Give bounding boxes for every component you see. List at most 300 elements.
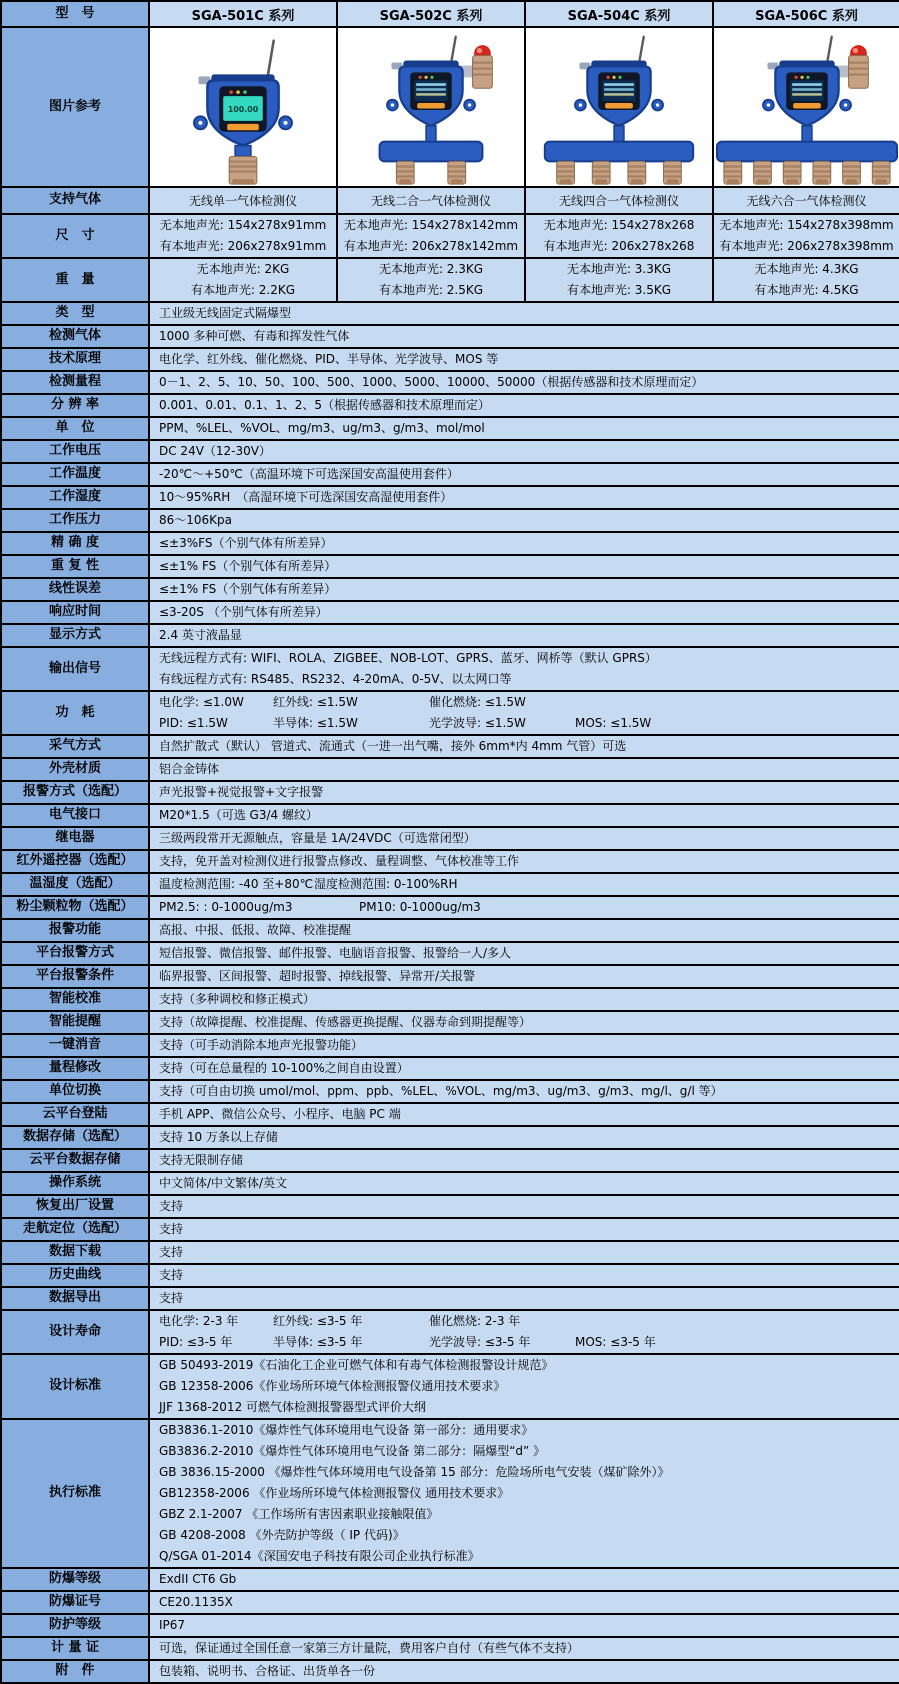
image-row <box>1 27 899 187</box>
spec-value-line: 声光报警+视觉报警+文字报警 <box>159 785 324 799</box>
spec-value-line: 支持（可自由切换 umol/mol、ppm、ppb、%LEL、%VOL、mg/m3、ug/m3、g/m3、mg/l、g/l 等） <box>159 1084 723 1098</box>
sensor-cylinder <box>592 161 610 184</box>
sensor-cylinder <box>754 161 772 184</box>
spec-value-segment: 红外线: ≤1.5W <box>273 695 358 709</box>
spec-label: 计 量 证 <box>1 1637 149 1660</box>
manifold-bar <box>717 142 897 162</box>
spec-label: 执行标准 <box>1 1419 149 1568</box>
spec-row-23 <box>1 873 899 896</box>
status-leds <box>419 76 434 79</box>
detector-illustration-sga-504c <box>526 28 712 186</box>
spec-row-19 <box>1 781 899 804</box>
spec-row-41 <box>1 1287 899 1310</box>
spec-value-segment: MOS: ≤3-5 年 <box>575 1335 656 1349</box>
spec-value <box>149 965 899 988</box>
spec-label: 报警功能 <box>1 919 149 942</box>
spec-label: 电气接口 <box>1 804 149 827</box>
spec-row-6 <box>1 440 899 463</box>
spec-value <box>149 348 899 371</box>
spec-value-segment: 半导体: ≤1.5W <box>273 716 358 730</box>
sensor-cylinder <box>724 161 742 184</box>
spec-value <box>149 919 899 942</box>
model-header-3: SGA-504C 系列 <box>525 1 713 27</box>
spec-value-line: Q/SGA 01-2014《深国安电子科技有限公司企业执行标准》 <box>159 1549 480 1563</box>
spec-value <box>149 463 899 486</box>
spec-label: 继电器 <box>1 827 149 850</box>
spec-value-line: -20℃～+50℃（高温环境下可选深国安高温使用套件） <box>159 467 459 481</box>
image-row-label: 图片参考 <box>1 27 149 187</box>
spec-value <box>149 1195 899 1218</box>
spec-value-line: 短信报警、微信报警、邮件报警、电脑语音报警、报警给一人/多人 <box>159 946 512 960</box>
supported-gas-row <box>1 187 899 214</box>
spec-value-line: 手机 APP、微信公众号、小程序、电脑 PC 端 <box>159 1107 401 1121</box>
product-image-sga-501c <box>149 27 337 187</box>
dimensions-row-label: 尺 寸 <box>1 214 149 258</box>
spec-row-46 <box>1 1591 899 1614</box>
spec-value <box>149 440 899 463</box>
spec-label: 线性误差 <box>1 578 149 601</box>
spec-value-line: DC 24V（12-30V） <box>159 444 271 458</box>
spec-label: 恢复出厂设置 <box>1 1195 149 1218</box>
spec-value <box>149 1080 899 1103</box>
spec-label: 报警方式（选配） <box>1 781 149 804</box>
spec-value-line: ≤±1% FS（个别气体有所差异） <box>159 559 337 573</box>
spec-value-line: 1000 多种可燃、有毒和挥发性气体 <box>159 329 350 343</box>
spec-value-line: 有本地声光: 2.2KG <box>190 283 296 297</box>
spec-value-line: 支持（故障提醒、校准提醒、传感器更换提醒、仪器寿命到期提醒等） <box>159 1015 532 1029</box>
weight-row-label: 重 量 <box>1 258 149 302</box>
spec-value-line: 有线远程方式有: RS485、RS232、4-20mA、0-5V、以太网口等 <box>159 672 512 686</box>
spec-label: 温湿度（选配） <box>1 873 149 896</box>
spec-label: 精 确 度 <box>1 532 149 555</box>
spec-value <box>149 1057 899 1080</box>
spec-value-line: 无本地声光: 2.3KG <box>378 262 484 276</box>
spec-label: 响应时间 <box>1 601 149 624</box>
spec-row-29 <box>1 1011 899 1034</box>
spec-value-line: 无本地声光: 2KG <box>196 262 290 276</box>
spec-row-10 <box>1 532 899 555</box>
spec-value-line: 有本地声光: 4.5KG <box>754 283 859 297</box>
spec-row-45 <box>1 1568 899 1591</box>
spec-value-line: 三级两段常开无源触点，容量是 1A/24VDC（可选常闭型） <box>159 831 476 845</box>
svg-text:100.00: 100.00 <box>227 104 259 114</box>
spec-value <box>149 804 899 827</box>
gas-row-label: 支持气体 <box>1 187 149 214</box>
spec-row-16 <box>1 691 899 735</box>
spec-value <box>149 1126 899 1149</box>
spec-value-line: 支持 <box>159 1268 184 1282</box>
spec-value-segment: MOS: ≤1.5W <box>575 716 652 730</box>
spec-value <box>149 509 899 532</box>
spec-row-4 <box>1 394 899 417</box>
spec-value-segment: 光学波导: ≤1.5W <box>429 716 526 730</box>
spec-value-line: GB 3836.15-2000 《爆炸性气体环境用电气设备第 15 部分：危险场所电气安装（煤矿除外）》 <box>159 1465 670 1479</box>
spec-value <box>149 1149 899 1172</box>
spec-value-line: 工业级无线固定式隔爆型 <box>159 306 292 320</box>
spec-value <box>149 1419 899 1568</box>
spec-value <box>149 896 899 919</box>
spec-value-line: 无线远程方式有: WIFI、ROLA、ZIGBEE、NOB-LOT、GPRS、蓝牙、网桥等（默认 GPRS） <box>159 651 657 665</box>
header-row <box>1 1 899 27</box>
spec-row-14 <box>1 624 899 647</box>
spec-label: 检测量程 <box>1 371 149 394</box>
spec-row-22 <box>1 850 899 873</box>
weight-row <box>1 258 899 302</box>
sensor-cylinder <box>813 161 831 184</box>
spec-value <box>149 417 899 440</box>
spec-label: 采气方式 <box>1 735 149 758</box>
spec-value-line: 有本地声光: 206x278x398mm <box>719 239 894 253</box>
spec-value-line: GB12358-2006 《作业场所环境气体检测报警仪 通用技术要求》 <box>159 1486 510 1500</box>
spec-value-line: ExdII CT6 Gb <box>159 1572 237 1586</box>
spec-label: 量程修改 <box>1 1057 149 1080</box>
spec-value <box>149 1568 899 1591</box>
spec-row-47 <box>1 1614 899 1637</box>
spec-value <box>149 1310 899 1354</box>
spec-label: 设计寿命 <box>1 1310 149 1354</box>
spec-row-15 <box>1 647 899 691</box>
spec-value-segment: 催化燃烧: ≤1.5W <box>429 695 526 709</box>
spec-label: 技术原理 <box>1 348 149 371</box>
gas-type-value: 无线六合一气体检测仪 <box>713 187 899 214</box>
spec-label: 分 辨 率 <box>1 394 149 417</box>
spec-row-0 <box>1 302 899 325</box>
spec-value <box>149 758 899 781</box>
spec-label: 输出信号 <box>1 647 149 691</box>
spec-value-line <box>150 1311 899 1332</box>
model-row-label: 型 号 <box>1 1 149 27</box>
spec-value-line: 高报、中报、低报、故障、校准提醒 <box>159 923 352 937</box>
spec-value <box>149 1614 899 1637</box>
sensor-cylinder <box>628 161 646 184</box>
spec-value-line: 铝合金铸体 <box>159 762 220 776</box>
spec-value-line: 无本地声光: 3.3KG <box>566 262 672 276</box>
spec-label: 防护等级 <box>1 1614 149 1637</box>
spec-label: 附 件 <box>1 1660 149 1683</box>
manifold-bar <box>545 142 693 162</box>
spec-value-line: 无本地声光: 154x278x398mm <box>719 218 894 232</box>
spec-value <box>149 781 899 804</box>
spec-value-line: 支持 <box>159 1222 184 1236</box>
spec-value-line: CE20.1135X <box>159 1595 233 1609</box>
gas-type-value: 无线四合一气体检测仪 <box>525 187 713 214</box>
spec-value <box>149 1034 899 1057</box>
sensor-cylinder <box>229 156 257 184</box>
spec-value-segment: 电化学: ≤1.0W <box>159 695 244 709</box>
spec-value <box>149 827 899 850</box>
spec-value-line: IP67 <box>159 1618 186 1632</box>
spec-row-7 <box>1 463 899 486</box>
spec-value <box>149 1637 899 1660</box>
detector-illustration-sga-501c <box>150 28 336 186</box>
spec-label: 一键消音 <box>1 1034 149 1057</box>
spec-value-line: 中文简体/中文繁体/英文 <box>159 1176 288 1190</box>
spec-label: 工作压力 <box>1 509 149 532</box>
spec-value-line: 有本地声光: 206x278x91mm <box>159 239 327 253</box>
spec-label: 平台报警方式 <box>1 942 149 965</box>
spec-value-line: 有本地声光: 206x278x268 <box>543 239 695 253</box>
model-header-1: SGA-501C 系列 <box>149 1 337 27</box>
spec-row-18 <box>1 758 899 781</box>
spec-value-segment: 催化燃烧: 2-3 年 <box>429 1314 521 1328</box>
status-leds <box>607 76 622 79</box>
spec-value-line: 电化学、红外线、催化燃烧、PID、半导体、光学波导、MOS 等 <box>159 352 499 366</box>
spec-value-line: M20*1.5（可选 G3/4 螺纹） <box>159 808 318 822</box>
weight-row-value <box>713 258 899 302</box>
spec-value-line: 有本地声光: 2.5KG <box>378 283 484 297</box>
spec-row-39 <box>1 1241 899 1264</box>
spec-value-line: 2.4 英寸液晶显 <box>159 628 242 642</box>
spec-value <box>149 942 899 965</box>
spec-row-24 <box>1 896 899 919</box>
spec-value <box>149 988 899 1011</box>
spec-value-line: JJF 1368-2012 可燃气体检测报警器型式评价大纲 <box>159 1400 427 1414</box>
status-leds <box>795 76 810 79</box>
spec-value-line <box>150 1332 899 1353</box>
spec-value <box>149 1103 899 1126</box>
spec-value-line: PPM、%LEL、%VOL、mg/m3、ug/m3、g/m3、mol/mol <box>159 421 485 435</box>
spec-value-line: ≤±3%FS（个别气体有所差异） <box>159 536 333 550</box>
spec-value-line: 无本地声光: 4.3KG <box>754 262 859 276</box>
product-image-sga-502c <box>337 27 525 187</box>
spec-row-30 <box>1 1034 899 1057</box>
spec-value <box>149 578 899 601</box>
spec-row-36 <box>1 1172 899 1195</box>
spec-value-line: 有本地声光: 206x278x142mm <box>343 239 519 253</box>
spec-label: 检测气体 <box>1 325 149 348</box>
spec-label: 工作温度 <box>1 463 149 486</box>
spec-value <box>149 1660 899 1683</box>
product-image-sga-506c <box>713 27 899 187</box>
spec-value-line: 支持，免开盖对检测仪进行报警点修改、量程调整、气体校准等工作 <box>159 854 520 868</box>
spec-value <box>149 873 899 896</box>
spec-row-11 <box>1 555 899 578</box>
spec-label: 云平台数据存储 <box>1 1149 149 1172</box>
spec-row-3 <box>1 371 899 394</box>
spec-value-line: GB3836.2-2010《爆炸性气体环境用电气设备 第二部分：隔爆型“d” 》 <box>159 1444 546 1458</box>
spec-label: 单位切换 <box>1 1080 149 1103</box>
spec-value <box>149 850 899 873</box>
spec-value-line: 支持（可在总量程的 10-100%之间自由设置） <box>159 1061 409 1075</box>
sensor-cylinder <box>664 161 682 184</box>
spec-value-line: 0－1、2、5、10、50、100、500、1000、5000、10000、50000（根据传感器和技术原理而定） <box>159 375 704 389</box>
spec-row-28 <box>1 988 899 1011</box>
product-image-sga-504c <box>525 27 713 187</box>
spec-label: 操作系统 <box>1 1172 149 1195</box>
sensor-cylinder <box>448 161 466 184</box>
spec-label: 红外遥控器（选配） <box>1 850 149 873</box>
spec-label: 智能校准 <box>1 988 149 1011</box>
spec-value <box>149 302 899 325</box>
spec-value-line: 有本地声光: 3.5KG <box>566 283 672 297</box>
spec-label: 重 复 性 <box>1 555 149 578</box>
spec-value <box>149 486 899 509</box>
spec-value <box>149 624 899 647</box>
weight-row-value <box>525 258 713 302</box>
spec-label: 工作电压 <box>1 440 149 463</box>
spec-row-27 <box>1 965 899 988</box>
spec-value <box>149 325 899 348</box>
spec-value <box>149 394 899 417</box>
spec-value <box>149 1354 899 1419</box>
spec-label: 云平台登陆 <box>1 1103 149 1126</box>
spec-value-segment: 光学波导: ≤3-5 年 <box>429 1335 531 1349</box>
spec-label: 防爆证号 <box>1 1591 149 1614</box>
spec-row-40 <box>1 1264 899 1287</box>
spec-value-line: ≤±1% FS（个别气体有所差异） <box>159 582 337 596</box>
spec-row-25 <box>1 919 899 942</box>
spec-label: 功 耗 <box>1 691 149 735</box>
status-leds <box>229 90 246 94</box>
dimensions-row <box>1 214 899 258</box>
spec-value-line: 支持 10 万条以上存储 <box>159 1130 278 1144</box>
spec-label: 显示方式 <box>1 624 149 647</box>
spec-value-line <box>150 692 899 713</box>
spec-value-line: 支持 <box>159 1291 184 1305</box>
spec-value-line: 支持无限制存储 <box>159 1153 244 1167</box>
spec-row-49 <box>1 1660 899 1683</box>
spec-label: 设计标准 <box>1 1354 149 1419</box>
spec-value-line: 10～95%RH （高湿环境下可选深国安高湿使用套件） <box>159 490 453 504</box>
sensor-cylinder <box>783 161 801 184</box>
weight-row-value <box>149 258 337 302</box>
dimensions-row-value <box>713 214 899 258</box>
spec-label: 外壳材质 <box>1 758 149 781</box>
spec-row-8 <box>1 486 899 509</box>
spec-value-line: 无本地声光: 154x278x268 <box>543 218 695 232</box>
spec-value-line: GBZ 2.1-2007 《工作场所有害因素职业接触限值》 <box>159 1507 439 1521</box>
spec-row-34 <box>1 1126 899 1149</box>
spec-value-line: 0.001、0.01、0.1、1、2、5（根据传感器和技术原理而定） <box>159 398 491 412</box>
spec-value <box>149 691 899 735</box>
spec-value-segment: 温度检测范围: -40 至+80℃ <box>159 877 314 891</box>
dimensions-row-value <box>337 214 525 258</box>
spec-row-26 <box>1 942 899 965</box>
spec-value-segment: 湿度检测范围: 0-100%RH <box>314 877 458 891</box>
spec-value-line: 支持（多种调校和修正模式） <box>159 992 316 1006</box>
spec-value-line: 支持 <box>159 1199 184 1213</box>
spec-label: 平台报警条件 <box>1 965 149 988</box>
spec-value <box>149 1218 899 1241</box>
dimensions-row-value <box>149 214 337 258</box>
model-header-2: SGA-502C 系列 <box>337 1 525 27</box>
sensor-cylinder <box>396 161 414 184</box>
spec-row-42 <box>1 1310 899 1354</box>
spec-row-9 <box>1 509 899 532</box>
spec-row-32 <box>1 1080 899 1103</box>
spec-label: 单 位 <box>1 417 149 440</box>
spec-row-48 <box>1 1637 899 1660</box>
spec-row-37 <box>1 1195 899 1218</box>
spec-row-12 <box>1 578 899 601</box>
spec-value-line: 包装箱、说明书、合格证、出货单各一份 <box>159 1664 376 1678</box>
spec-value-line: GB3836.1-2010《爆炸性气体环境用电气设备 第一部分：通用要求》 <box>159 1423 534 1437</box>
spec-value <box>149 1011 899 1034</box>
spec-value-segment: PM2.5: : 0-1000ug/m3 <box>159 900 293 914</box>
spec-row-44 <box>1 1419 899 1568</box>
spec-label: 数据导出 <box>1 1287 149 1310</box>
weight-row-value <box>337 258 525 302</box>
spec-value-line: GB 4208-2008 《外壳防护等级（ IP 代码)》 <box>159 1528 405 1542</box>
spec-value <box>149 647 899 691</box>
spec-row-33 <box>1 1103 899 1126</box>
spec-value-line: 支持（可手动消除本地声光报警功能） <box>159 1038 364 1052</box>
spec-value-segment: PID: ≤1.5W <box>159 716 228 730</box>
spec-value-segment: 半导体: ≤3-5 年 <box>273 1335 363 1349</box>
spec-value <box>149 532 899 555</box>
spec-value-segment: 电化学: 2-3 年 <box>159 1314 239 1328</box>
spec-row-2 <box>1 348 899 371</box>
sensor-cylinder <box>557 161 575 184</box>
spec-row-13 <box>1 601 899 624</box>
spec-value-line <box>150 897 899 918</box>
detector-illustration-sga-502c <box>338 28 524 186</box>
sensor-cylinder <box>872 161 890 184</box>
spec-value <box>149 1287 899 1310</box>
spec-value-line: 可选，保证通过全国任意一家第三方计量院，费用客户自付（有些气体不支持） <box>159 1641 580 1655</box>
spec-label: 粉尘颗粒物（选配） <box>1 896 149 919</box>
spec-label: 智能提醒 <box>1 1011 149 1034</box>
spec-value-line: GB 12358-2006《作业场所环境气体检测报警仪通用技术要求》 <box>159 1379 506 1393</box>
spec-value-segment: PID: ≤3-5 年 <box>159 1335 233 1349</box>
spec-value <box>149 555 899 578</box>
spec-value-line <box>150 713 899 734</box>
spec-row-5 <box>1 417 899 440</box>
spec-value-line: 自然扩散式（默认） 管道式、流通式（一进一出气嘴，接外 6mm*内 4mm 气管）可选 <box>159 739 627 753</box>
manifold-bar <box>380 142 483 162</box>
sensor-cylinder <box>843 161 861 184</box>
spec-value <box>149 371 899 394</box>
spec-table-body <box>1 1 899 1683</box>
spec-row-35 <box>1 1149 899 1172</box>
spec-value-segment: 红外线: ≤3-5 年 <box>273 1314 363 1328</box>
spec-value-segment: PM10: 0-1000ug/m3 <box>359 900 481 914</box>
spec-row-31 <box>1 1057 899 1080</box>
spec-value-line <box>150 874 899 895</box>
spec-label: 防爆等级 <box>1 1568 149 1591</box>
spec-value <box>149 1241 899 1264</box>
spec-value-line: 临界报警、区间报警、超时报警、掉线报警、异常开/关报警 <box>159 969 476 983</box>
spec-row-43 <box>1 1354 899 1419</box>
spec-value-line: ≤3-20S （个别气体有所差异） <box>159 605 328 619</box>
spec-value <box>149 601 899 624</box>
spec-row-1 <box>1 325 899 348</box>
spec-label: 类 型 <box>1 302 149 325</box>
spec-value <box>149 735 899 758</box>
spec-label: 数据下载 <box>1 1241 149 1264</box>
spec-row-21 <box>1 827 899 850</box>
gas-type-value: 无线二合一气体检测仪 <box>337 187 525 214</box>
spec-value <box>149 1264 899 1287</box>
spec-label: 历史曲线 <box>1 1264 149 1287</box>
spec-row-17 <box>1 735 899 758</box>
spec-value <box>149 1591 899 1614</box>
model-header-4: SGA-506C 系列 <box>713 1 899 27</box>
spec-value-line: GB 50493-2019《石油化工企业可燃气体和有毒气体检测报警设计规范》 <box>159 1358 554 1372</box>
spec-row-38 <box>1 1218 899 1241</box>
spec-value <box>149 1172 899 1195</box>
gas-type-value: 无线单一气体检测仪 <box>149 187 337 214</box>
spec-label: 走航定位（选配） <box>1 1218 149 1241</box>
spec-label: 数据存储（选配） <box>1 1126 149 1149</box>
spec-value-line: 86～106Kpa <box>159 513 233 527</box>
dimensions-row-value <box>525 214 713 258</box>
spec-row-20 <box>1 804 899 827</box>
detector-illustration-sga-506c <box>714 28 899 186</box>
spec-value-line: 支持 <box>159 1245 184 1259</box>
spec-value-line: 无本地声光: 154x278x91mm <box>159 218 327 232</box>
spec-label: 工作湿度 <box>1 486 149 509</box>
